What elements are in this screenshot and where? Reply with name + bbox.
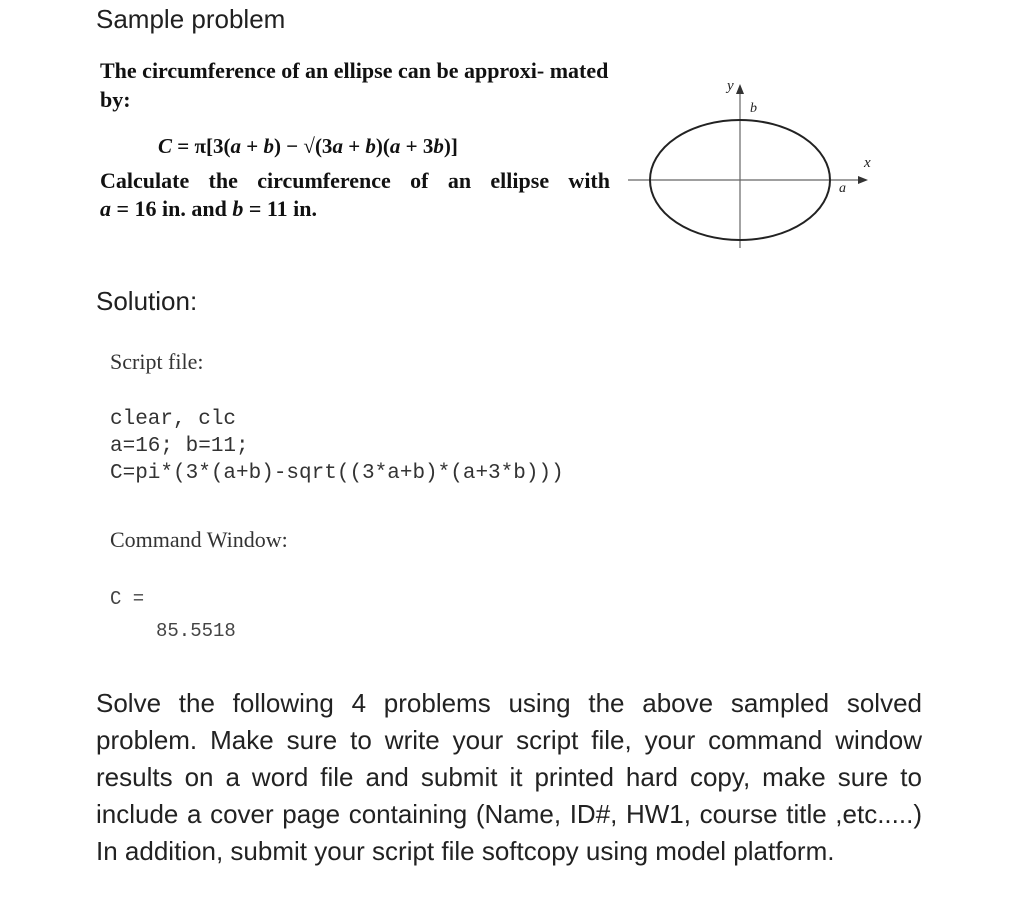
y-axis-arrow: [736, 84, 744, 94]
task-b-value: = 11 in.: [243, 196, 318, 221]
script-code: [110, 406, 564, 487]
command-window-label: Command Window:: [110, 527, 288, 552]
code-line: a=16; b=11;: [110, 435, 249, 458]
formula-b: b: [365, 134, 376, 158]
task-a-value: = 16 in. and: [111, 196, 233, 221]
a-label: a: [839, 181, 846, 196]
code-line: C=pi*(3*(a+b)-sqrt((3*a+b)*(a+3*b))): [110, 462, 564, 485]
ellipse-diagram: [628, 72, 878, 257]
task-line-2: [100, 196, 317, 222]
solution-heading: Solution:: [96, 286, 198, 316]
problem-statement: [100, 56, 620, 114]
y-label: y: [727, 78, 734, 94]
formula-b: b: [263, 134, 274, 158]
b-label: b: [750, 101, 757, 116]
output-value: 85.5518: [156, 620, 236, 642]
formula-part: = π[3(: [172, 134, 231, 158]
task-b-var: b: [232, 196, 244, 221]
problem-text: The circumference of an ellipse can be approxi- mated by:: [100, 58, 609, 112]
assignment-instructions: Solve the following 4 problems using the above sampled solved problem. Make sure to write your script file, your command window results on a word file and submit it printed hard copy, make sure to include a cover page containing (Name, ID#, HW1, course title ,etc.....) In addition, submit your script file softcopy using model platform.: [96, 688, 922, 866]
task-line-1: Calculate the circumference of an ellipse with: [100, 168, 610, 193]
formula-a: a: [230, 134, 241, 158]
formula-part: + 3: [400, 134, 434, 158]
script-file-label: Script file:: [110, 349, 204, 374]
page-heading: Sample problem: [96, 4, 286, 34]
formula-part: )]: [443, 134, 458, 158]
formula-a: a: [332, 134, 343, 158]
x-axis-arrow: [858, 176, 868, 184]
formula-part: +: [240, 134, 264, 158]
formula-part: )(: [375, 134, 390, 158]
formula-b: b: [433, 134, 444, 158]
formula-c: C: [158, 134, 173, 158]
formula-part: +: [342, 134, 366, 158]
circumference-formula: [158, 134, 458, 159]
formula-part: ) − √(3: [273, 134, 333, 158]
formula-a: a: [389, 134, 401, 158]
task-a-var: a: [100, 196, 111, 221]
output-variable: C =: [110, 588, 145, 610]
code-line: clear, clc: [110, 408, 237, 431]
x-label: x: [864, 155, 871, 171]
